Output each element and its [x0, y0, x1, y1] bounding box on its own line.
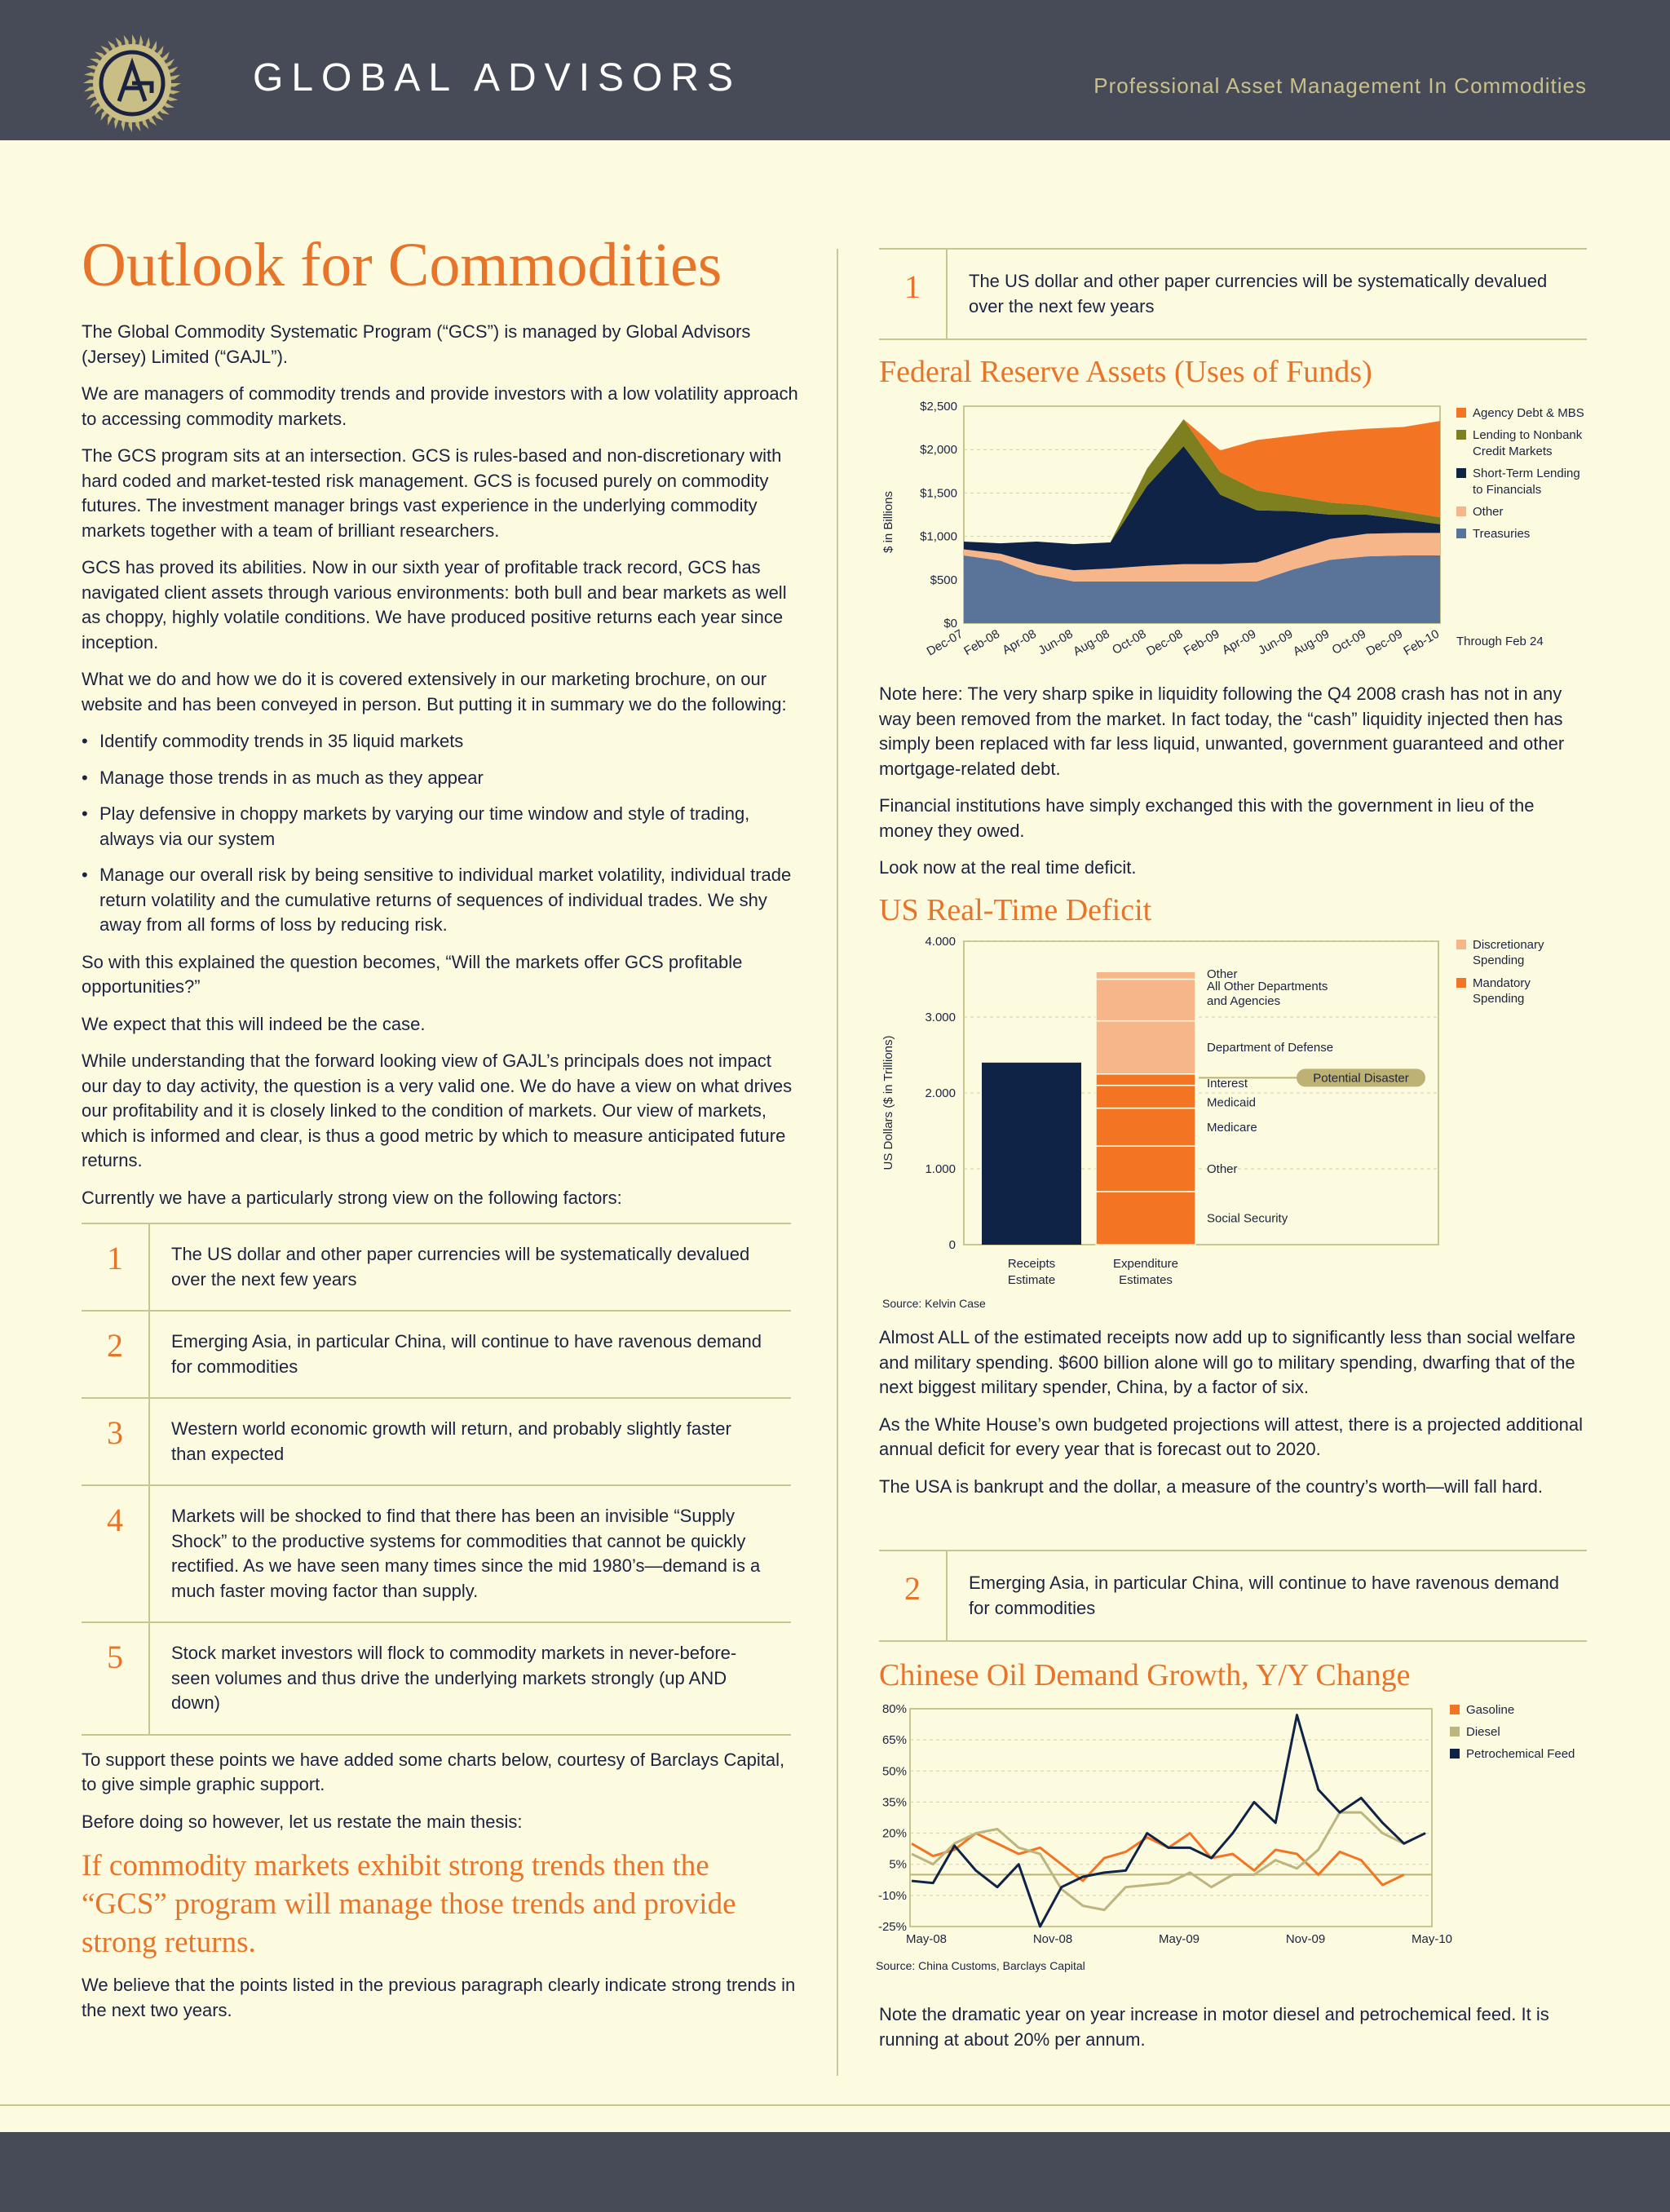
factor-text: Western world economic growth will return, and probably slightly faster than expected	[171, 1418, 731, 1464]
factor-row	[82, 1312, 791, 1399]
y-tick-label: 20%	[881, 1826, 907, 1841]
fed-note: Through Feb 24	[1456, 635, 1544, 648]
legend-swatch	[1456, 468, 1466, 478]
fed-notes	[879, 682, 1588, 893]
legend-swatch	[1450, 1727, 1460, 1736]
footer-rule	[0, 2104, 1670, 2106]
x-tick-label: May-09	[1158, 1932, 1200, 1946]
page-title: Outlook for Commodities	[82, 231, 722, 299]
x-tick-label: May-10	[1411, 1932, 1453, 1946]
tagline: Professional Asset Management In Commodities	[1093, 73, 1587, 98]
y-tick-label: 2.000	[925, 1086, 956, 1100]
segment-label: Other	[1207, 967, 1238, 982]
factor-text: The US dollar and other paper currencies will be systematically devalued over the next few years	[171, 1244, 750, 1290]
category-label: Receipts	[1007, 1257, 1056, 1271]
oil-demand-chart	[864, 1697, 1615, 1982]
paragraph: Financial institutions have simply exchanged this with the government in lieu of the money they owed.	[879, 795, 1535, 841]
factor-number: 4	[82, 1486, 150, 1621]
deficit-notes	[879, 1325, 1588, 1511]
segment-label: and Agencies	[1207, 994, 1281, 1009]
y-tick-label: 35%	[881, 1795, 907, 1810]
callout-number: 1	[879, 250, 948, 338]
fed-ylabel: $ in Billions	[881, 491, 895, 553]
factor-row	[82, 1486, 791, 1623]
y-tick-label: 80%	[881, 1702, 907, 1716]
legend-label: to Financials	[1473, 483, 1542, 497]
y-tick-label: 50%	[881, 1764, 907, 1779]
legend-swatch	[1456, 408, 1466, 418]
legend-swatch	[1450, 1749, 1460, 1759]
legend-label: Spending	[1473, 992, 1525, 1006]
paragraph: As the White House’s own budgeted projections will attest, there is a projected additional annual deficit for every year that is forecast out to 2020.	[879, 1413, 1583, 1459]
legend-label: Discretionary	[1473, 938, 1544, 952]
x-tick-label: Apr-08	[1000, 626, 1039, 657]
callout-box	[879, 248, 1587, 340]
paragraph: Note the dramatic year on year increase in motor diesel and petrochemical feed. It is running at about 20% per annum.	[879, 2004, 1549, 2050]
paragraph: Almost ALL of the estimated receipts now add up to significantly less than social welfare and military spending. $600 billion alone will go to military spending, dwarfing that of the next biggest military spender, China, by a factor of six.	[879, 1327, 1575, 1397]
segment-label: Medicare	[1207, 1120, 1257, 1135]
x-tick-label: Feb-10	[1401, 626, 1442, 659]
category-label: Estimate	[1007, 1273, 1056, 1287]
y-tick-label: -10%	[877, 1888, 907, 1903]
receipts-bar	[982, 1063, 1081, 1245]
footer	[0, 2132, 1670, 2212]
left-column	[82, 320, 799, 2035]
paragraph: Look now at the real time deficit.	[879, 857, 1137, 878]
legend-swatch	[1456, 529, 1466, 538]
header	[0, 0, 1670, 140]
expenditure-segment	[1096, 1074, 1195, 1086]
y-tick-label: 1.000	[925, 1162, 956, 1176]
callout-text: Emerging Asia, in particular China, will continue to have ravenous demand for commodities	[969, 1573, 1559, 1618]
bullet-list	[82, 729, 799, 938]
paragraph: Note here: The very sharp spike in liquidity following the Q4 2008 crash has not in any way been removed from the market. In fact today, the “cash” liquidity injected then has simply been replaced with far less liquid, unwanted, government guaranteed and other mortgage-related debt.	[879, 684, 1565, 779]
x-tick-label: Nov-08	[1032, 1932, 1073, 1946]
factor-text: Markets will be shocked to find that there has been an invisible “Supply Shock” to the productive systems for commodities that cannot be quickly rectified. As we have seen many times since the mid 1980’s—demand is a much faster moving factor than supply.	[171, 1506, 761, 1601]
paragraph: We are managers of commodity trends and provide investors with a low volatility approach to accessing commodity markets.	[82, 383, 798, 429]
legend-swatch	[1456, 507, 1466, 516]
y-tick-label: $2,000	[920, 443, 957, 458]
x-tick-label: Feb-08	[961, 626, 1002, 659]
y-tick-label: 65%	[881, 1733, 907, 1748]
legend-swatch	[1456, 430, 1466, 440]
main-thesis: If commodity markets exhibit strong trends then the “GCS” program will manage those trends and provide strong returns.	[82, 1849, 736, 1959]
oil-notes	[879, 2002, 1588, 2064]
legend-swatch	[1456, 940, 1466, 949]
segment-label: All Other Departments	[1207, 980, 1328, 994]
y-tick-label: 0	[948, 1238, 956, 1252]
bullet-item: • Identify commodity trends in 35 liquid markets	[82, 729, 799, 754]
expenditure-segment	[1096, 971, 1195, 979]
expenditure-segment	[1096, 1086, 1195, 1108]
expenditure-segment	[1096, 1146, 1195, 1192]
x-tick-label: Oct-09	[1329, 626, 1369, 657]
paragraph: The GCS program sits at an intersection. GCS is rules-based and non-discretionary with hard coded and market-tested risk management. GCS is focused purely on commodity futures. The investment manager brings vast experience in the underlying commodity markets together with a team of brilliant researchers.	[82, 445, 782, 541]
legend-label: Spending	[1473, 953, 1525, 967]
legend-label: Lending to Nonbank	[1473, 428, 1583, 442]
paragraph: We expect that this will indeed be the case.	[82, 1013, 426, 1034]
legend-label: Short-Term Lending	[1473, 467, 1580, 480]
legend-label: Treasuries	[1473, 527, 1531, 541]
y-tick-label: 3.000	[925, 1011, 956, 1024]
paragraph: The Global Commodity Systematic Program (“GCS”) is managed by Global Advisors (Jersey) Limited (“GAJL”).	[82, 321, 751, 367]
callout-box	[879, 1550, 1587, 1642]
x-tick-label: Dec-07	[924, 626, 965, 659]
factors-table	[82, 1223, 791, 1736]
x-tick-label: Dec-08	[1144, 626, 1186, 659]
x-tick-label: Nov-09	[1285, 1932, 1326, 1946]
x-tick-label: Oct-08	[1110, 626, 1149, 657]
brand-name: GLOBAL ADVISORS	[253, 56, 742, 100]
y-tick-label: $1,500	[920, 486, 957, 501]
oil-chart-title: Chinese Oil Demand Growth, Y/Y Change	[879, 1658, 1411, 1692]
deficit-chart-title: US Real-Time Deficit	[879, 893, 1152, 927]
y-tick-label: $2,500	[920, 400, 957, 414]
y-tick-label: -25%	[877, 1920, 907, 1934]
y-tick-label: $1,000	[920, 529, 957, 544]
x-tick-label: Apr-09	[1219, 626, 1259, 657]
bullet-item: • Play defensive in choppy markets by varying our time window and style of trading, always via our system	[82, 802, 799, 852]
x-tick-label: Jun-08	[1036, 626, 1076, 658]
legend-label: Petrochemical Feed	[1466, 1747, 1575, 1761]
legend-label: Gasoline	[1466, 1703, 1515, 1717]
paragraph: Currently we have a particularly strong view on the following factors:	[82, 1187, 622, 1208]
segment-label: Social Security	[1207, 1211, 1288, 1226]
x-tick-label: May-08	[905, 1932, 948, 1946]
paragraph: What we do and how we do it is covered extensively in our marketing brochure, on our website and has been conveyed in person. But putting it in summary we do the following:	[82, 669, 787, 714]
deficit-chart	[873, 930, 1623, 1313]
x-tick-label: Aug-08	[1071, 626, 1112, 659]
x-tick-label: Feb-09	[1181, 626, 1222, 659]
x-tick-label: Dec-09	[1363, 626, 1406, 659]
bullet-item: • Manage those trends in as much as they appear	[82, 766, 799, 791]
expenditure-segment	[1096, 980, 1195, 1021]
callout-text: The US dollar and other paper currencies will be systematically devalued over the next few years	[969, 271, 1548, 316]
paragraph: To support these points we have added some charts below, courtesy of Barclays Capital, to give simple graphic support.	[82, 1749, 785, 1794]
fed-chart-title: Federal Reserve Assets (Uses of Funds)	[879, 355, 1372, 389]
x-tick-label: Aug-09	[1290, 626, 1332, 659]
legend-label: Other	[1473, 505, 1504, 519]
callout-1	[879, 248, 1588, 340]
legend-swatch	[1456, 978, 1466, 988]
expenditure-segment	[1096, 1108, 1195, 1147]
annotation-text: Potential Disaster	[1313, 1071, 1409, 1086]
factor-number: 5	[82, 1623, 150, 1734]
y-tick-label: $500	[930, 573, 957, 587]
segment-label: Medicaid	[1207, 1095, 1257, 1110]
legend-label: Credit Markets	[1473, 445, 1553, 458]
fed-assets-chart	[873, 392, 1623, 669]
y-tick-label: $0	[943, 617, 957, 630]
legend-label: Mandatory	[1473, 976, 1531, 990]
paragraph: Before doing so however, let us restate the main thesis:	[82, 1811, 523, 1832]
expenditure-segment	[1096, 1021, 1195, 1074]
y-tick-label: 4.000	[925, 935, 956, 949]
callout-number: 2	[879, 1551, 948, 1640]
factor-text: Stock market investors will flock to commodity markets in never-before-seen volumes and thus drive the underlying markets strongly (up AND down)	[171, 1643, 737, 1713]
paragraph: While understanding that the forward looking view of GAJL’s principals does not impact our day to day activity, the question is a very valid one. We do have a view on what drives our profitability and it is closely linked to the condition of markets. Our view of markets, which is informed and clear, is thus a good metric by which to measure anticipated future returns.	[82, 1051, 793, 1170]
global-advisors-logo	[82, 33, 183, 134]
paragraph: We believe that the points listed in the previous paragraph clearly indicate strong trends in the next two years.	[82, 1975, 796, 2020]
x-tick-label: Jun-09	[1256, 626, 1296, 658]
legend-label: Diesel	[1466, 1725, 1500, 1739]
segment-label: Interest	[1207, 1076, 1248, 1091]
deficit-ylabel: US Dollars ($ in Trillions)	[881, 1035, 895, 1170]
oil-source: Source: China Customs, Barclays Capital	[876, 1959, 1085, 1972]
expenditure-segment	[1096, 1192, 1195, 1245]
factor-text: Emerging Asia, in particular China, will continue to have ravenous demand for commodities	[171, 1331, 762, 1377]
paragraph: The USA is bankrupt and the dollar, a measure of the country’s worth—will fall hard.	[879, 1475, 1544, 1497]
callout-2	[879, 1550, 1588, 1642]
factor-row	[82, 1224, 791, 1312]
deficit-source: Source: Kelvin Case	[882, 1297, 986, 1310]
paragraph: GCS has proved its abilities. Now in our sixth year of profitable track record, GCS has navigated client assets through various environments: both bull and bear markets as well as choppy, highly volatile conditions. We have produced positive returns each year since inception.	[82, 557, 787, 653]
category-label: Expenditure	[1112, 1257, 1179, 1271]
factor-row	[82, 1623, 791, 1736]
factor-row	[82, 1399, 791, 1486]
column-divider	[837, 249, 838, 2076]
category-label: Estimates	[1119, 1273, 1173, 1287]
factor-number: 1	[82, 1224, 150, 1310]
legend-label: Agency Debt & MBS	[1473, 406, 1584, 420]
segment-label: Department of Defense	[1207, 1041, 1334, 1055]
factor-number: 3	[82, 1399, 150, 1484]
bullet-item: • Manage our overall risk by being sensitive to individual market volatility, individual trade return volatility and the cumulative returns of sequences of individual trades. We shy away from all forms of loss by reducing risk.	[82, 863, 799, 938]
factor-number: 2	[82, 1312, 150, 1397]
paragraph: So with this explained the question becomes, “Will the markets offer GCS profitable opportunities?”	[82, 951, 743, 997]
segment-label: Other	[1207, 1162, 1238, 1176]
plot-frame	[910, 1709, 1432, 1927]
legend-swatch	[1450, 1705, 1460, 1714]
y-tick-label: 5%	[889, 1857, 907, 1872]
